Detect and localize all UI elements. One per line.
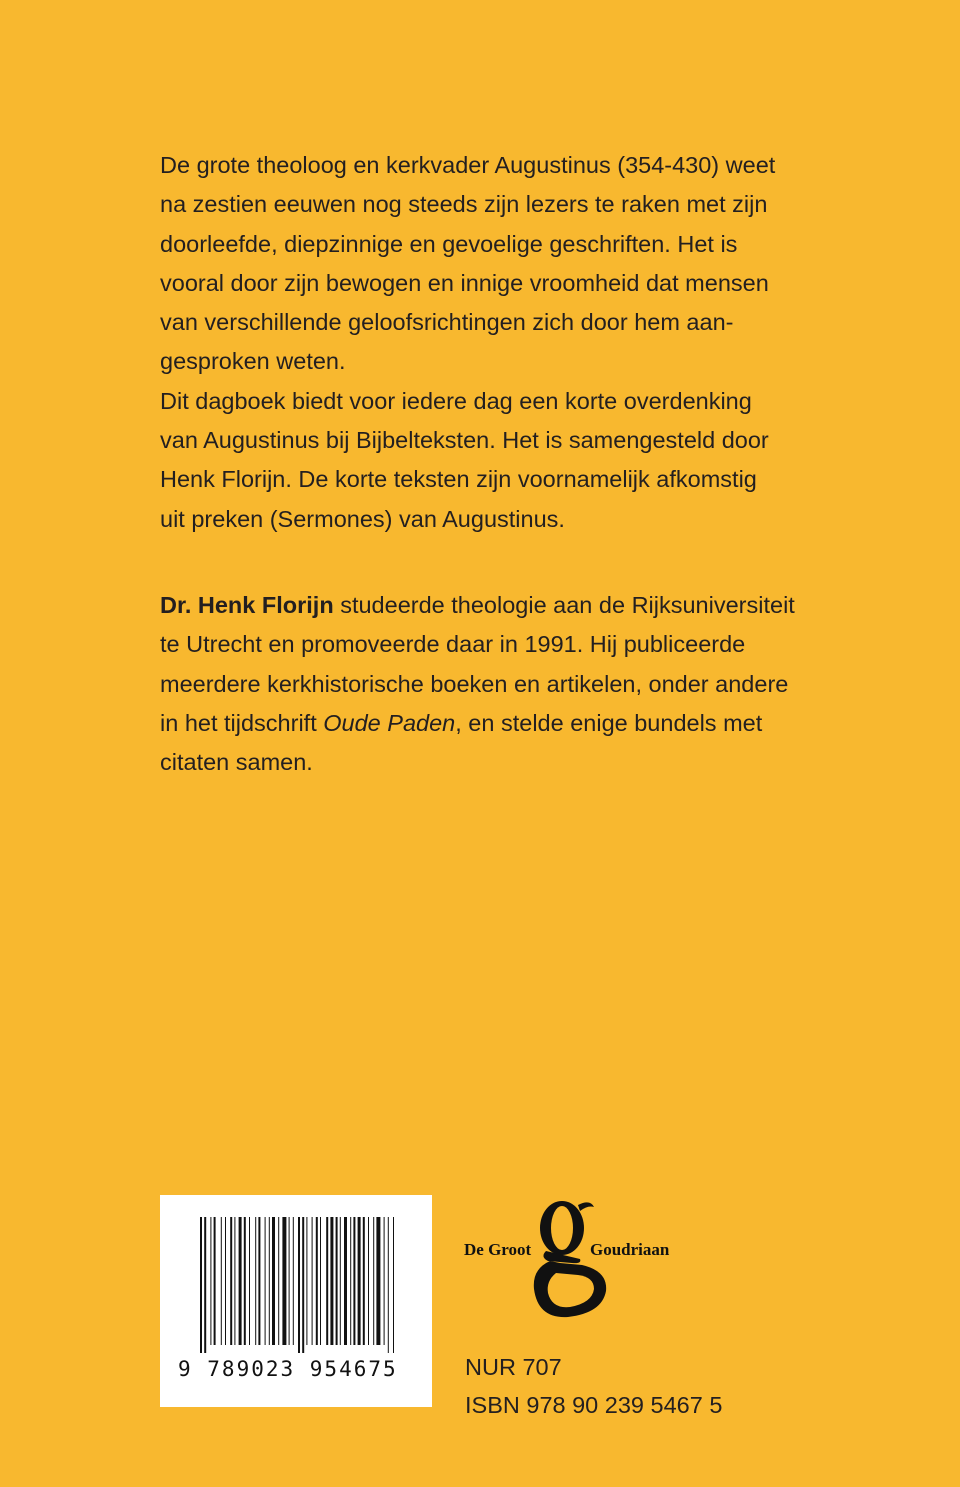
barcode-bar xyxy=(255,1217,256,1345)
barcode-bar xyxy=(330,1217,333,1345)
book-meta xyxy=(465,1348,722,1424)
barcode-bar xyxy=(210,1217,211,1345)
barcode-bar xyxy=(249,1217,250,1345)
barcode-bar xyxy=(326,1217,328,1345)
blurb-line: doorleefde, diepzinnige en gevoelige geschriften. Het is xyxy=(160,230,738,257)
barcode-bar xyxy=(388,1217,389,1353)
barcode-bar xyxy=(393,1217,394,1353)
barcode-bar xyxy=(353,1217,355,1345)
barcode-bar xyxy=(312,1217,313,1345)
bio-paragraph xyxy=(160,586,840,782)
barcode-bar xyxy=(384,1217,385,1345)
barcode-digits: 9 789023 954675 xyxy=(178,1357,398,1381)
barcode-bar xyxy=(282,1217,286,1345)
barcode-bar xyxy=(368,1217,369,1345)
bio-text: , en stelde enige bundels met xyxy=(455,709,763,736)
blurb-line: na zestien eeuwen nog steeds zijn lezers te raken met zijn xyxy=(160,191,768,218)
isbn-number: ISBN 978 90 239 5467 5 xyxy=(465,1392,723,1418)
blurb-line: van verschillende geloofsrichtingen zich door hem aan- xyxy=(160,309,734,336)
barcode-bar xyxy=(320,1217,321,1345)
barcode-bar xyxy=(344,1217,347,1345)
barcode-bar xyxy=(350,1217,351,1345)
blurb-paragraph xyxy=(160,146,840,539)
blurb-line: uit preken (Sermones) van Augustinus. xyxy=(160,505,565,532)
barcode-bar xyxy=(239,1217,242,1345)
barcode-bar xyxy=(289,1217,290,1345)
bio-line xyxy=(160,586,840,625)
barcode-bar xyxy=(302,1217,304,1353)
barcode-bar xyxy=(306,1217,307,1345)
bio-line: te Utrecht en promoveerde daar in 1991. Hij publiceerde xyxy=(160,631,746,658)
barcode-bar xyxy=(316,1217,318,1345)
blurb-line: De grote theoloog en kerkvader Augustinus (354-430) weet xyxy=(160,152,776,178)
barcode-bar xyxy=(200,1217,202,1353)
author-name: Dr. Henk Florijn xyxy=(160,592,334,618)
barcode-bar xyxy=(258,1217,260,1345)
barcode-bar xyxy=(225,1217,226,1345)
bio-line xyxy=(160,704,840,743)
barcode-bar xyxy=(221,1217,222,1345)
barcode-bar xyxy=(340,1217,341,1345)
barcode-bar xyxy=(298,1217,300,1353)
barcode-bar xyxy=(272,1217,275,1345)
barcode-bar xyxy=(373,1217,374,1345)
bio-text: studeerde theologie aan de Rijksuniversiteit xyxy=(333,592,795,618)
blurb-text xyxy=(160,146,840,539)
publisher-logo xyxy=(462,1193,682,1323)
barcode-bar xyxy=(336,1217,338,1345)
blurb-line: Henk Florijn. De korte teksten zijn voornamelijk afkomstig xyxy=(160,466,757,493)
barcode-bar xyxy=(278,1217,279,1345)
blurb-line: vooral door zijn bewogen en innige vroomheid dat mensen xyxy=(160,269,769,296)
barcode-bar xyxy=(204,1217,206,1353)
bio-line: meerdere kerkhistorische boeken en artikelen, onder andere xyxy=(160,670,789,697)
nur-code: NUR 707 xyxy=(465,1354,562,1380)
barcode-bar xyxy=(269,1217,270,1345)
bio-line: citaten samen. xyxy=(160,749,313,776)
blurb-line: gesproken weten. xyxy=(160,348,346,375)
barcode-bar xyxy=(293,1217,294,1345)
barcode xyxy=(160,1195,432,1407)
barcode-bar xyxy=(234,1217,235,1345)
author-bio xyxy=(160,586,840,782)
magazine-title: Oude Paden xyxy=(323,709,456,736)
barcode-bar xyxy=(214,1217,216,1345)
barcode-bar xyxy=(363,1217,365,1345)
barcode-bar xyxy=(244,1217,246,1345)
barcode-bar xyxy=(376,1217,380,1345)
blurb-line: van Augustinus bij Bijbelteksten. Het is samengesteld door xyxy=(160,427,769,454)
blurb-line: Dit dagboek biedt voor iedere dag een korte overdenking xyxy=(160,387,752,414)
bio-text: in het tijdschrift xyxy=(160,709,324,736)
barcode-bar xyxy=(230,1217,232,1345)
barcode-bar xyxy=(265,1217,266,1345)
publisher-name-right: Goudriaan xyxy=(590,1240,670,1259)
publisher-name-left: De Groot xyxy=(464,1240,532,1259)
barcode-bar xyxy=(358,1217,361,1345)
